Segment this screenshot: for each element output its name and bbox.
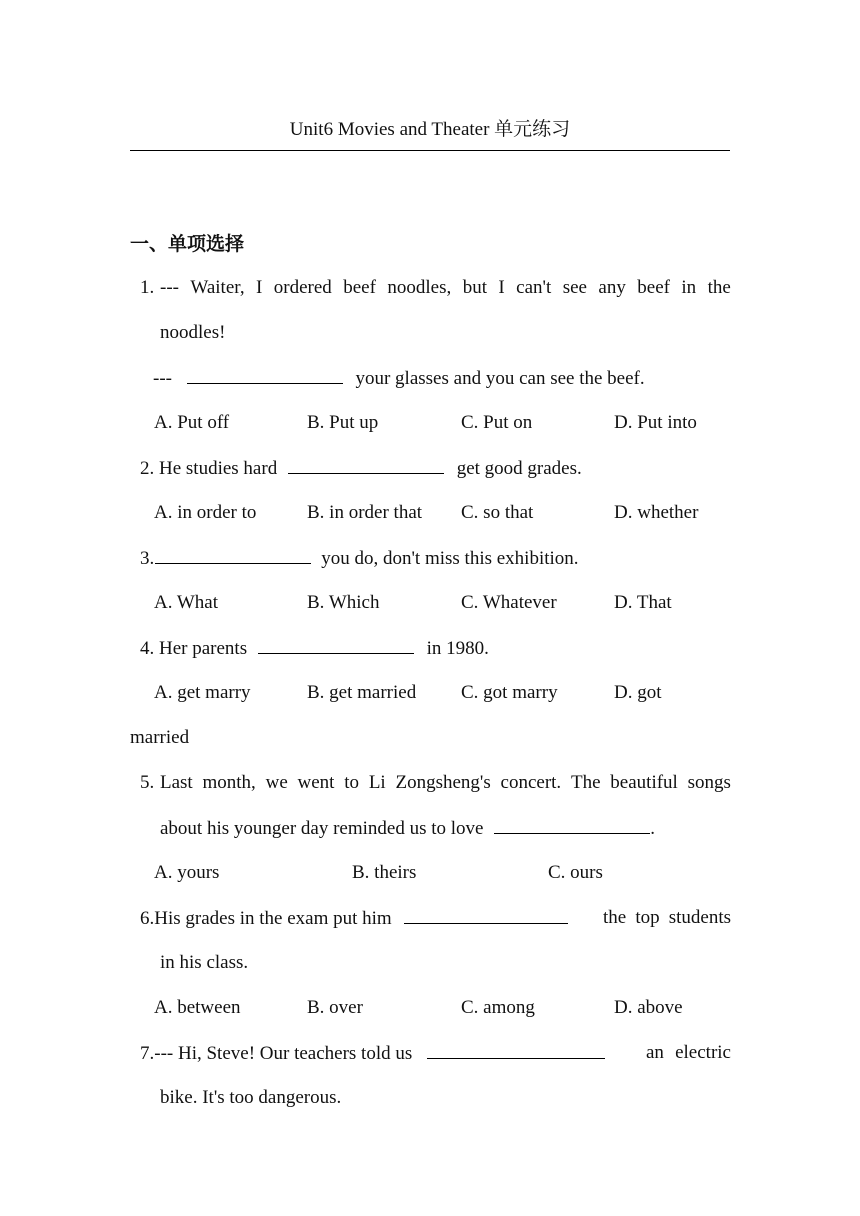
- option-d-wrap: married: [130, 727, 190, 748]
- question-number: 2.: [140, 458, 155, 479]
- stem-word: can't: [516, 277, 552, 298]
- stem-word: we: [265, 772, 288, 793]
- question-text: His grades in the exam put him: [154, 908, 392, 929]
- question-4-stem: [140, 636, 489, 661]
- section-heading: 一、单项选择: [130, 233, 245, 255]
- question-1-reply: [153, 366, 645, 391]
- stem-word: in: [681, 277, 697, 298]
- stem-word: an: [646, 1042, 664, 1063]
- question-5-stem: [160, 771, 731, 795]
- question-1-continuation: noodles!: [160, 322, 226, 343]
- option-a[interactable]: A. between: [154, 997, 241, 1018]
- option-b[interactable]: B. over: [307, 997, 363, 1018]
- answer-blank[interactable]: [258, 636, 414, 654]
- question-text: in 1980.: [426, 638, 489, 659]
- stem-word: Last: [160, 772, 193, 793]
- option-d[interactable]: D. got: [614, 682, 662, 703]
- option-c[interactable]: C. ours: [548, 862, 603, 883]
- option-a[interactable]: A. Put off: [154, 412, 230, 433]
- stem-word: beef: [637, 277, 670, 298]
- reply-dashes: ---: [153, 368, 172, 389]
- document-title: Unit6 Movies and Theater 单元练习: [289, 119, 571, 140]
- stem-word: songs: [687, 772, 731, 793]
- stem-word: electric: [675, 1042, 731, 1063]
- option-b[interactable]: B. get married: [307, 682, 417, 703]
- stem-word: students: [668, 907, 731, 928]
- stem-word: any: [598, 277, 626, 298]
- question-text: about his younger day reminded us to love: [160, 818, 484, 839]
- stem-word: I: [256, 277, 263, 298]
- option-d[interactable]: D. Put into: [614, 412, 697, 433]
- question-7-tail: [646, 1041, 731, 1065]
- option-a[interactable]: A. What: [154, 592, 219, 613]
- stem-word: concert.: [500, 772, 562, 793]
- question-text: get good grades.: [456, 458, 582, 479]
- question-6-tail: [603, 906, 731, 930]
- question-number: 4.: [140, 638, 155, 659]
- title-rule: [130, 150, 730, 151]
- option-c[interactable]: C. so that: [461, 502, 534, 523]
- question-number: 3.: [140, 548, 155, 569]
- question-1-stem: [160, 276, 731, 300]
- question-2-stem: [140, 456, 582, 481]
- question-7-stem: [140, 1041, 605, 1066]
- option-b[interactable]: B. Put up: [307, 412, 379, 433]
- stem-word: ordered: [273, 277, 332, 298]
- question-text: Her parents: [159, 638, 248, 659]
- question-text: He studies hard: [159, 458, 278, 479]
- stem-word: noodles,: [387, 277, 452, 298]
- question-number: 7.: [140, 1043, 155, 1064]
- question-text: .: [650, 818, 655, 839]
- question-number: 1.: [140, 277, 155, 298]
- reply-text: your glasses and you can see the beef.: [355, 368, 645, 389]
- option-d[interactable]: D. That: [614, 592, 672, 613]
- stem-word: month,: [202, 772, 256, 793]
- answer-blank[interactable]: [494, 816, 650, 834]
- option-d[interactable]: D. above: [614, 997, 683, 1018]
- stem-word: Zongsheng's: [395, 772, 491, 793]
- stem-word: beef: [343, 277, 376, 298]
- question-5-continuation: [160, 816, 655, 841]
- stem-word: the: [603, 907, 627, 928]
- stem-word: Waiter,: [190, 277, 245, 298]
- question-6-stem: [140, 906, 568, 931]
- answer-blank[interactable]: [155, 546, 311, 564]
- stem-word: beautiful: [610, 772, 678, 793]
- stem-word: the: [707, 277, 731, 298]
- stem-word: went: [297, 772, 335, 793]
- option-b[interactable]: B. in order that: [307, 502, 423, 523]
- stem-word: Li: [368, 772, 386, 793]
- stem-word: but: [462, 277, 487, 298]
- option-a[interactable]: A. get marry: [154, 682, 251, 703]
- question-number: 5.: [140, 772, 155, 793]
- option-a[interactable]: A. yours: [154, 862, 220, 883]
- stem-word: to: [344, 772, 360, 793]
- option-d[interactable]: D. whether: [614, 502, 699, 523]
- answer-blank[interactable]: [187, 366, 343, 384]
- option-c[interactable]: C. Whatever: [461, 592, 557, 613]
- option-b[interactable]: B. theirs: [352, 862, 417, 883]
- answer-blank[interactable]: [427, 1041, 605, 1059]
- stem-word: The: [570, 772, 601, 793]
- stem-word: see: [562, 277, 587, 298]
- stem-word: I: [498, 277, 505, 298]
- question-number: 6.: [140, 908, 155, 929]
- stem-word: top: [635, 907, 660, 928]
- answer-blank[interactable]: [288, 456, 444, 474]
- option-a[interactable]: A. in order to: [154, 502, 257, 523]
- question-7-continuation: bike. It's too dangerous.: [160, 1087, 342, 1108]
- option-c[interactable]: C. got marry: [461, 682, 558, 703]
- question-text: --- Hi, Steve! Our teachers told us: [154, 1043, 413, 1064]
- question-3-stem: [140, 546, 579, 571]
- option-b[interactable]: B. Which: [307, 592, 380, 613]
- stem-word: ---: [160, 277, 179, 298]
- answer-blank[interactable]: [404, 906, 568, 924]
- question-6-continuation: in his class.: [160, 952, 249, 973]
- option-c[interactable]: C. Put on: [461, 412, 533, 433]
- question-text: you do, don't miss this exhibition.: [321, 548, 579, 569]
- option-c[interactable]: C. among: [461, 997, 535, 1018]
